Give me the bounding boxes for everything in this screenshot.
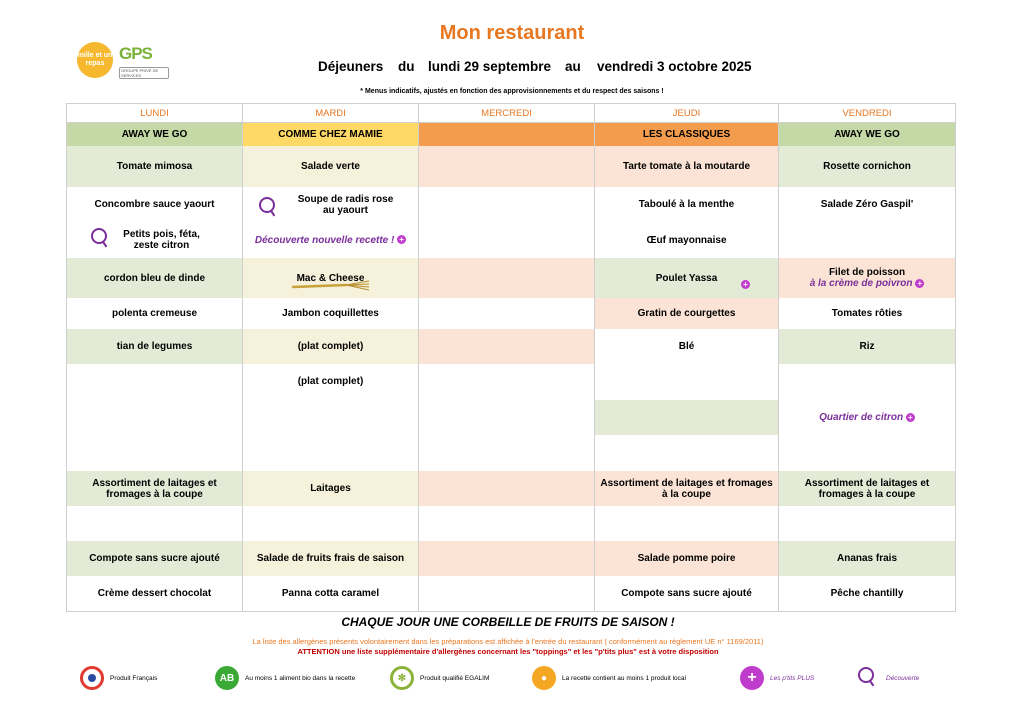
- legend-egalim: ✻ Produit qualifié EGALIM: [390, 664, 489, 692]
- menu-item: Poulet Yassa: [655, 272, 718, 284]
- day-header: MERCREDI: [419, 104, 595, 123]
- local-product-icon: ●: [532, 666, 556, 690]
- ptits-plus-icon: +: [397, 235, 406, 244]
- menu-cell: polenta cremeuse: [67, 298, 243, 329]
- menu-cell: Compote sans sucre ajouté: [595, 576, 779, 611]
- menu-cell: [243, 258, 419, 298]
- menu-item-sub: à la crème de poivron: [809, 278, 913, 289]
- menu-note: * Menus indicatifs, ajustés en fonction des approvisionnements et du respect des saisons !: [360, 88, 664, 95]
- menu-item: Quartier de citron: [819, 412, 904, 423]
- date-du: du: [398, 59, 415, 74]
- menu-cell: [67, 222, 243, 258]
- menu-cell: Laitages: [243, 471, 419, 506]
- discovery-icon: [259, 197, 275, 213]
- discovery-icon: [91, 228, 107, 244]
- theme-cell: COMME CHEZ MAMIE: [243, 123, 419, 147]
- menu-cell: [419, 329, 595, 364]
- menu-cell: [595, 364, 779, 471]
- meal-type: Déjeuners: [318, 59, 384, 74]
- menu-item: Mac & Cheese: [296, 272, 365, 284]
- menu-row: [67, 364, 956, 471]
- legend-discovery: Découverte: [856, 664, 919, 692]
- menu-item: Filet de poisson: [828, 267, 906, 278]
- menu-cell: Gratin de courgettes: [595, 298, 779, 329]
- day-header: JEUDI: [595, 104, 779, 123]
- theme-cell: AWAY WE GO: [779, 123, 956, 147]
- organic-ab-icon: AB: [215, 666, 239, 690]
- weekly-menu-table: [66, 103, 956, 612]
- legend-french-product: Produit Français: [80, 664, 157, 692]
- menu-cell: Crème dessert chocolat: [67, 576, 243, 611]
- menu-row: [67, 222, 956, 258]
- menu-cell: Blé: [595, 329, 779, 364]
- menu-cell: [419, 298, 595, 329]
- menu-item: Soupe de radis rose au yaourt: [297, 193, 394, 216]
- menu-row: [67, 506, 956, 541]
- menu-cell: Œuf mayonnaise: [595, 222, 779, 258]
- menu-cell: Compote sans sucre ajouté: [67, 541, 243, 576]
- day-header: VENDREDI: [779, 104, 956, 123]
- menu-cell: Riz: [779, 329, 956, 364]
- menu-cell: [419, 258, 595, 298]
- menu-cell: [779, 222, 956, 258]
- menu-row: [67, 576, 956, 611]
- menu-cell: [419, 471, 595, 506]
- ptits-plus-icon: +: [906, 413, 915, 422]
- menu-cell: [419, 576, 595, 611]
- menu-cell: [419, 187, 595, 222]
- menu-cell: [595, 506, 779, 541]
- day-header: MARDI: [243, 104, 419, 123]
- mille-et-un-repas-logo: mille et un repas: [77, 42, 113, 78]
- legend-ptits-plus: + Les p'tits PLUS: [740, 664, 814, 692]
- menu-cell: Ananas frais: [779, 541, 956, 576]
- french-product-icon: [80, 666, 104, 690]
- ptits-plus-icon: +: [915, 279, 924, 288]
- golden-fork-icon: [291, 280, 371, 292]
- menu-cell: (plat complet): [243, 364, 419, 471]
- menu-cell: [419, 146, 595, 187]
- menu-cell: Rosette cornichon: [779, 146, 956, 187]
- allergens-notice: La liste des allergènes présents volontairement dans les préparations est affichée à l'entrée du restaurant ( conformément au règlement UE n° 1169/2011): [252, 637, 764, 646]
- ptits-plus-icon: +: [741, 280, 750, 289]
- menu-cell: Salade Zéro Gaspil': [779, 187, 956, 222]
- menu-cell: cordon bleu de dinde: [67, 258, 243, 298]
- ptits-plus-icon: +: [740, 666, 764, 690]
- menu-cell: Assortiment de laitages et fromages à la coupe: [779, 471, 956, 506]
- menu-cell: [419, 222, 595, 258]
- menu-cell: Panna cotta caramel: [243, 576, 419, 611]
- menu-cell: [419, 506, 595, 541]
- day-header: LUNDI: [67, 104, 243, 123]
- menu-cell: Salade pomme poire: [595, 541, 779, 576]
- end-date: vendredi 3 octobre 2025: [597, 59, 752, 74]
- menu-row: [67, 258, 956, 298]
- legend-organic: AB Au moins 1 aliment bio dans la recette: [215, 664, 355, 692]
- menu-cell: Jambon coquillettes: [243, 298, 419, 329]
- day-header-row: [67, 104, 956, 123]
- gps-logo: GPS GROUPE PRIVÉ DE SERVICES: [119, 44, 169, 74]
- menu-row: [67, 541, 956, 576]
- menu-cell: Assortiment de laitages et fromages à la coupe: [595, 471, 779, 506]
- menu-item: Petits pois, féta, zeste citron: [123, 229, 200, 251]
- menu-cell: [243, 187, 419, 222]
- theme-cell: [419, 123, 595, 147]
- menu-cell: Tarte tomate à la moutarde: [595, 146, 779, 187]
- menu-row: [67, 146, 956, 187]
- menu-row: [67, 471, 956, 506]
- menu-cell: tian de legumes: [67, 329, 243, 364]
- date-au: au: [565, 59, 581, 74]
- menu-cell: Tomate mimosa: [67, 146, 243, 187]
- discovery-label: Découverte nouvelle recette !: [254, 234, 395, 246]
- theme-cell: AWAY WE GO: [67, 123, 243, 147]
- menu-cell: [779, 506, 956, 541]
- menu-cell: Concombre sauce yaourt: [67, 187, 243, 222]
- menu-cell: [67, 506, 243, 541]
- theme-cell: LES CLASSIQUES: [595, 123, 779, 147]
- menu-cell: Assortiment de laitages et fromages à la coupe: [67, 471, 243, 506]
- menu-row: [67, 329, 956, 364]
- discovery-icon: [856, 666, 880, 690]
- page-title: Mon restaurant: [439, 22, 585, 44]
- menu-cell: [243, 222, 419, 258]
- menu-cell: Taboulé à la menthe: [595, 187, 779, 222]
- fruits-banner: CHAQUE JOUR UNE CORBEILLE DE FRUITS DE SAISON !: [341, 615, 675, 629]
- menu-cell: [419, 364, 595, 471]
- menu-row: [67, 187, 956, 222]
- menu-cell: [595, 258, 779, 298]
- start-date: lundi 29 septembre: [428, 59, 552, 74]
- menu-cell: [419, 541, 595, 576]
- menu-cell: [243, 506, 419, 541]
- menu-cell: Salade de fruits frais de saison: [243, 541, 419, 576]
- menu-cell: [67, 364, 243, 471]
- legend-local: ● La recette contient au moins 1 produit local: [532, 664, 686, 692]
- menu-cell: Tomates rôties: [779, 298, 956, 329]
- menu-cell: (plat complet): [243, 329, 419, 364]
- attention-notice: ATTENTION une liste supplémentaire d'allergènes concernant les "toppings" et les "p'tits plus" est à votre disposition: [297, 647, 719, 656]
- menu-cell: Pêche chantilly: [779, 576, 956, 611]
- menu-cell: Salade verte: [243, 146, 419, 187]
- menu-cell: [779, 258, 956, 298]
- menu-cell: [779, 364, 956, 471]
- egalim-icon: ✻: [390, 666, 414, 690]
- menu-row: [67, 298, 956, 329]
- theme-row: [67, 123, 956, 147]
